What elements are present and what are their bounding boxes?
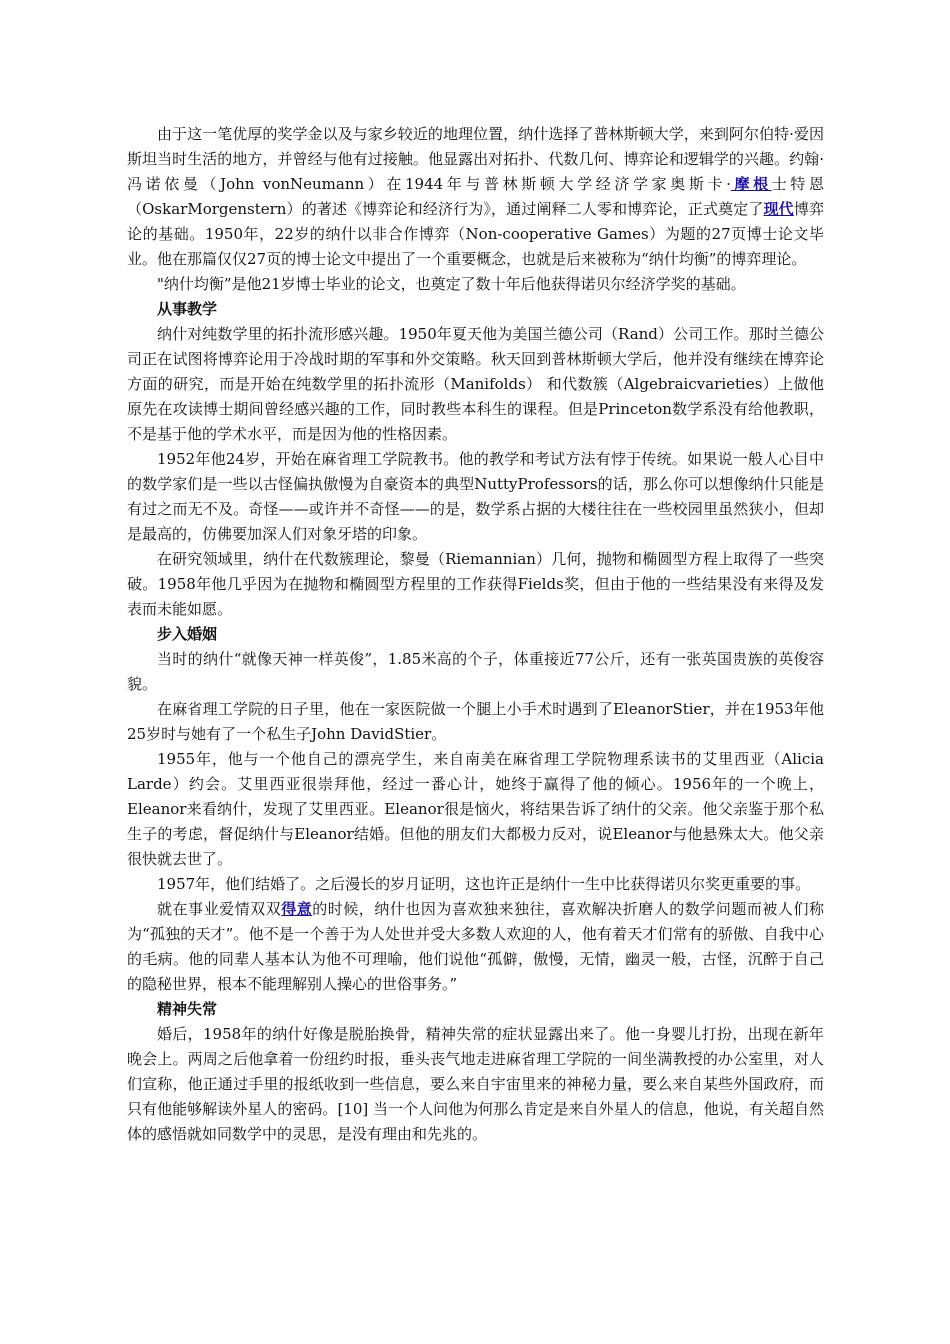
section-heading-mental-illness: 精神失常 bbox=[157, 1000, 218, 1018]
paragraph-10 bbox=[127, 897, 824, 997]
text-span: 的时候，纳什也因为喜欢独来独往，喜欢解决折磨人的数学问题而被人们称为“孤独的天才”。他不是一个善于为人处世并受大多数人欢迎的人，他有着天才们常有的骄傲、自我中心的毛病。他的同辈人基本认为他不可理喻，他们说他“孤僻，傲慢，无情，幽灵一般，古怪，沉醉于自己的隐秘世界，根本不能理解别人操心的世俗事务。” bbox=[127, 900, 824, 993]
link-deyi[interactable]: 得意 bbox=[281, 900, 313, 918]
paragraph-2: "纳什均衡”是他21岁博士毕业的论文，也奠定了数十年后他获得诺贝尔经济学奖的基础。 bbox=[157, 275, 746, 293]
text-span: 士特恩（OskarMorgenstern）的著述《博弈论和经济行为》，通过阐释二人零和博弈论，正式奠定了 bbox=[127, 175, 824, 218]
paragraph-3: 纳什对纯数学里的拓扑流形感兴趣。1950年夏天他为美国兰德公司（Rand）公司工作。那时兰德公司正在试图将博弈论用于冷战时期的军事和外交策略。秋天回到普林斯顿大学后，他并没有继续在博弈论方面的研究，而是开始在纯数学里的拓扑流形（Manifolds） 和代数簇（Algebraicvarieties）上做他原先在攻读博士期间曾经感兴趣的工作，同时教些本科生的课程。但是Princeton数学系没有给他教职，不是基于他的学术水平，而是因为他的性格因素。 bbox=[127, 325, 824, 443]
paragraph-4: 1952年他24岁，开始在麻省理工学院教书。他的教学和考试方法有悖于传统。如果说一般人心目中的数学家们是一些以古怪偏执傲慢为自豪资本的典型NuttyProfessors的话，那么你可以想像纳什只能是有过之而无不及。奇怪——或许并不奇怪——的是，数学系占据的大楼往往在一些校园里虽然狭小，但却是最高的，仿佛要加深人们对象牙塔的印象。 bbox=[127, 450, 824, 543]
paragraph-8: 1955年，他与一个他自己的漂亮学生，来自南美在麻省理工学院物理系读书的艾里西亚（Alicia Larde）约会。艾里西亚很崇拜他，经过一番心计，她终于赢得了他的倾心。1956年的一个晚上，Eleanor来看纳什，发现了艾里西亚。Eleanor很是恼火，将结果告诉了纳什的父亲。他父亲鉴于那个私生子的考虑，督促纳什与Eleanor结婚。但他的朋友们大都极力反对，说Eleanor与他悬殊太大。他父亲很快就去世了。 bbox=[127, 750, 824, 868]
text-span: 就在事业爱情双双 bbox=[157, 900, 282, 918]
link-xiandai[interactable]: 现代 bbox=[763, 200, 794, 218]
document-page bbox=[127, 122, 824, 1147]
section-heading-teaching: 从事教学 bbox=[157, 300, 218, 318]
text-span: 由于这一笔优厚的奖学金以及与家乡较近的地理位置，纳什选择了普林斯顿大学，来到阿尔伯特·爱因斯坦当时生活的地方，并曾经与他有过接触。他显露出对拓扑、代数几何、博弈论和逻辑学的兴趣。约翰·冯诺依曼（John vonNeumann）在1944年与普林斯顿大学经济学家奥斯卡· bbox=[127, 125, 824, 193]
text-span: 博弈论的基础。1950年，22岁的纳什以非合作博弈（Non-cooperative Games）为题的27页博士论文毕业。他在那篇仅仅27页的博士论文中提出了一个重要概念，也就是后来被称为“纳什均衡”的博弈理论。 bbox=[127, 200, 824, 268]
paragraph-9: 1957年，他们结婚了。之后漫长的岁月证明，这也许正是纳什一生中比获得诺贝尔奖更重要的事。 bbox=[157, 875, 811, 893]
link-mogen[interactable]: 摩根 bbox=[730, 175, 772, 193]
paragraph-7: 在麻省理工学院的日子里，他在一家医院做一个腿上小手术时遇到了EleanorStier，并在1953年他25岁时与她有了一个私生子John DavidStier。 bbox=[127, 700, 824, 743]
paragraph-5: 在研究领域里，纳什在代数簇理论，黎曼（Riemannian）几何，抛物和椭圆型方程上取得了一些突破。1958年他几乎因为在抛物和椭圆型方程里的工作获得Fields奖，但由于他的一些结果没有来得及发表而未能如愿。 bbox=[127, 550, 824, 618]
paragraph-6: 当时的纳什“就像天神一样英俊”，1.85米高的个子，体重接近77公斤，还有一张英国贵族的英俊容貌。 bbox=[127, 650, 824, 693]
paragraph-11: 婚后，1958年的纳什好像是脱胎换骨，精神失常的症状显露出来了。他一身婴儿打扮，出现在新年晚会上。两周之后他拿着一份纽约时报，垂头丧气地走进麻省理工学院的一间坐满教授的办公室里，对人们宣称，他正通过手里的报纸收到一些信息，要么来自宇宙里来的神秘力量，要么来自某些外国政府，而只有他能够解读外星人的密码。[10] 当一个人问他为何那么肯定是来自外星人的信息，他说，有关超自然体的感悟就如同数学中的灵思，是没有理由和先兆的。 bbox=[127, 1025, 824, 1143]
section-heading-marriage: 步入婚姻 bbox=[157, 625, 218, 643]
paragraph-1 bbox=[127, 122, 824, 272]
